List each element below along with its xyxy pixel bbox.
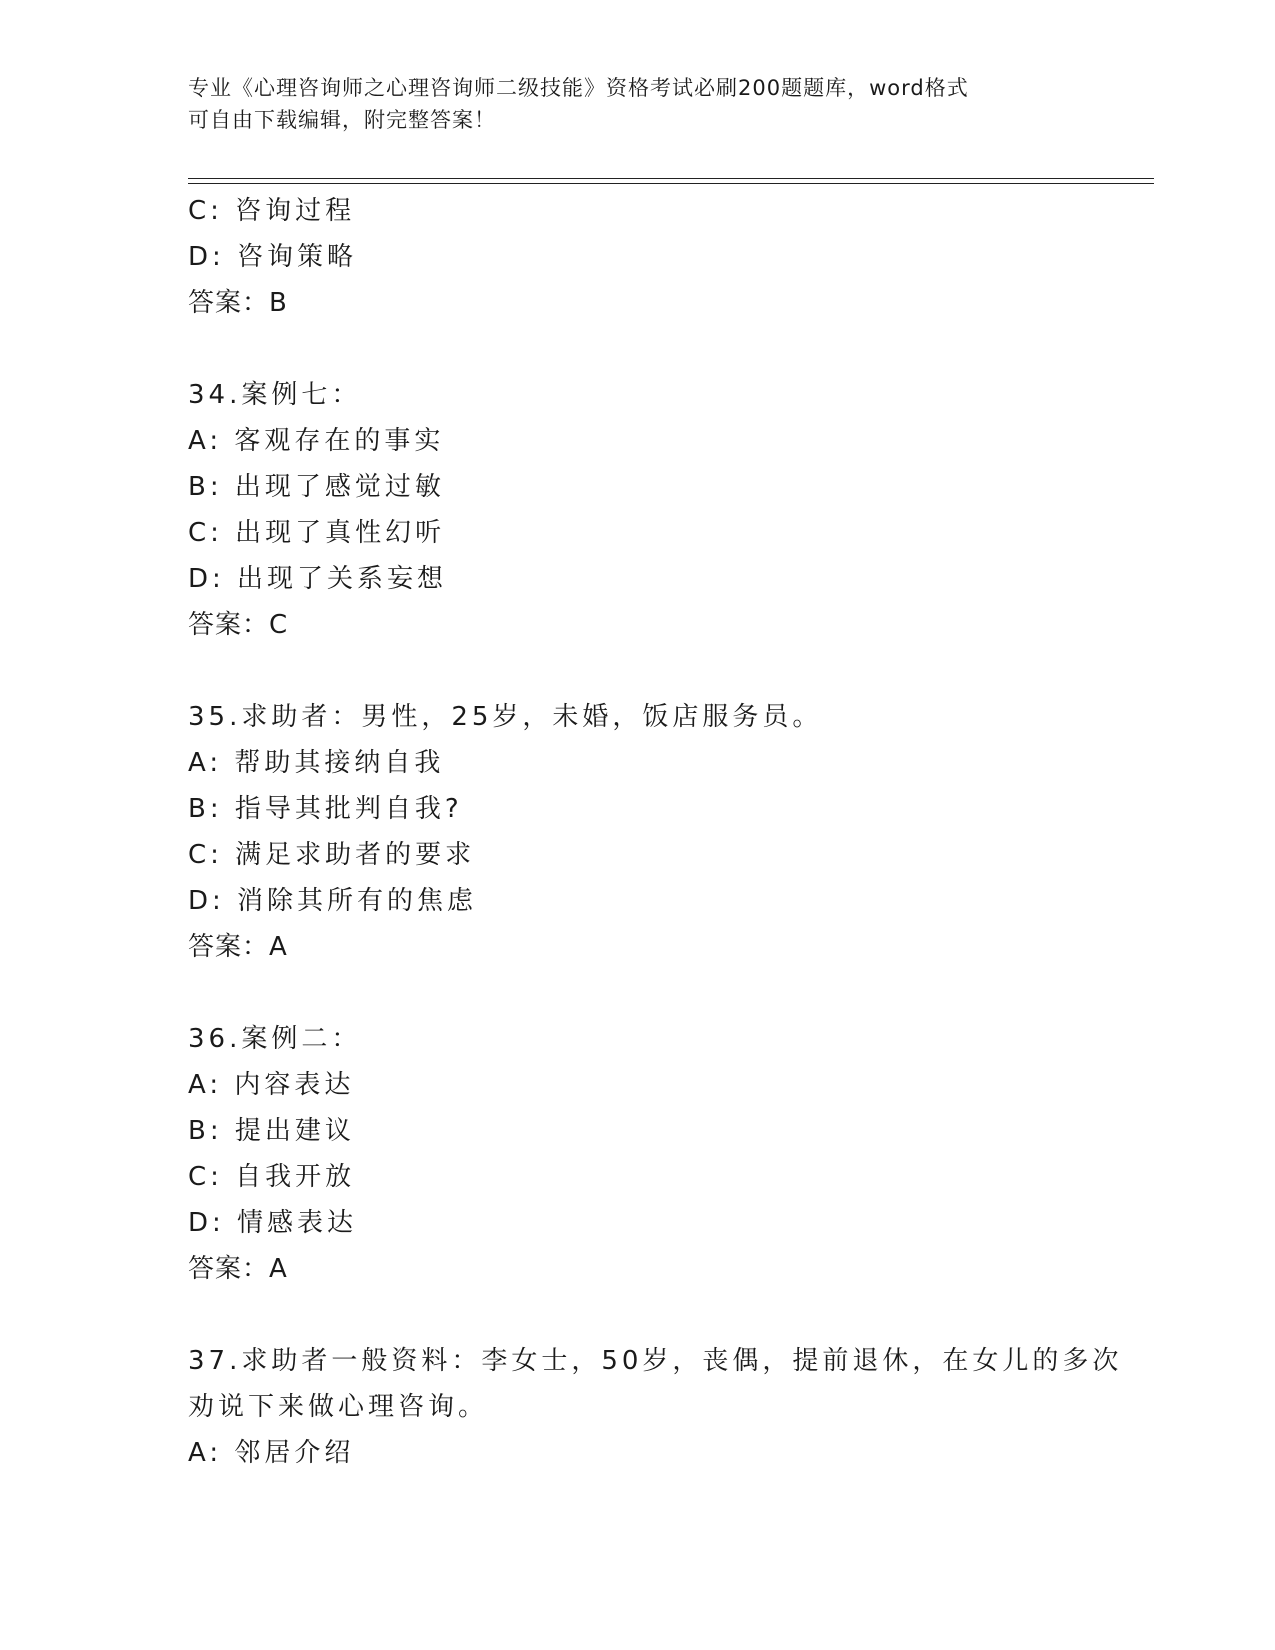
header-rule-top [188, 178, 1154, 179]
answer-line: 答案：C [188, 610, 289, 640]
answer-line: 答案：B [188, 288, 288, 318]
document-header [188, 72, 1088, 136]
spacer [188, 648, 1148, 694]
spacer [188, 1292, 1148, 1338]
spacer [188, 970, 1148, 1016]
option-line: C: 自我开放 [188, 1162, 356, 1192]
question-block-35 [188, 694, 1148, 970]
option-line: A: 内容表达 [188, 1070, 355, 1100]
question-stem: 37.求助者一般资料：李女士，50岁，丧偶，提前退休，在女儿的多次 [188, 1346, 1123, 1376]
question-block-continued [188, 188, 1148, 326]
option-line: A: 邻居介绍 [188, 1438, 355, 1468]
option-line: D: 咨询策略 [188, 242, 358, 272]
answer-line: 答案：A [188, 932, 288, 962]
question-block-34 [188, 372, 1148, 648]
option-line: B: 指导其批判自我? [188, 794, 463, 824]
spacer [188, 326, 1148, 372]
document-body [188, 188, 1148, 1476]
option-line: C: 出现了真性幻听 [188, 518, 446, 548]
option-line: D: 消除其所有的焦虑 [188, 886, 478, 916]
option-line: A: 帮助其接纳自我 [188, 748, 445, 778]
header-rule-bottom [188, 183, 1154, 184]
option-line: C: 咨询过程 [188, 196, 356, 226]
option-line: B: 出现了感觉过敏 [188, 472, 445, 502]
question-stem: 35.求助者：男性，25岁，未婚，饭店服务员。 [188, 702, 823, 732]
question-block-37 [188, 1338, 1148, 1476]
option-line: D: 出现了关系妄想 [188, 564, 448, 594]
question-block-36 [188, 1016, 1148, 1292]
option-line: A: 客观存在的事实 [188, 426, 445, 456]
question-stem: 34.案例七： [188, 380, 362, 410]
option-line: C: 满足求助者的要求 [188, 840, 476, 870]
option-line: D: 情感表达 [188, 1208, 358, 1238]
option-line: B: 提出建议 [188, 1116, 355, 1146]
answer-line: 答案：A [188, 1254, 288, 1284]
header-line-2: 可自由下载编辑，附完整答案！ [188, 108, 496, 132]
question-stem: 36.案例二： [188, 1024, 362, 1054]
question-stem-continued: 劝说下来做心理咨询。 [188, 1392, 489, 1422]
header-line-1: 专业《心理咨询师之心理咨询师二级技能》资格考试必刷200题题库，word格式 [188, 76, 969, 100]
